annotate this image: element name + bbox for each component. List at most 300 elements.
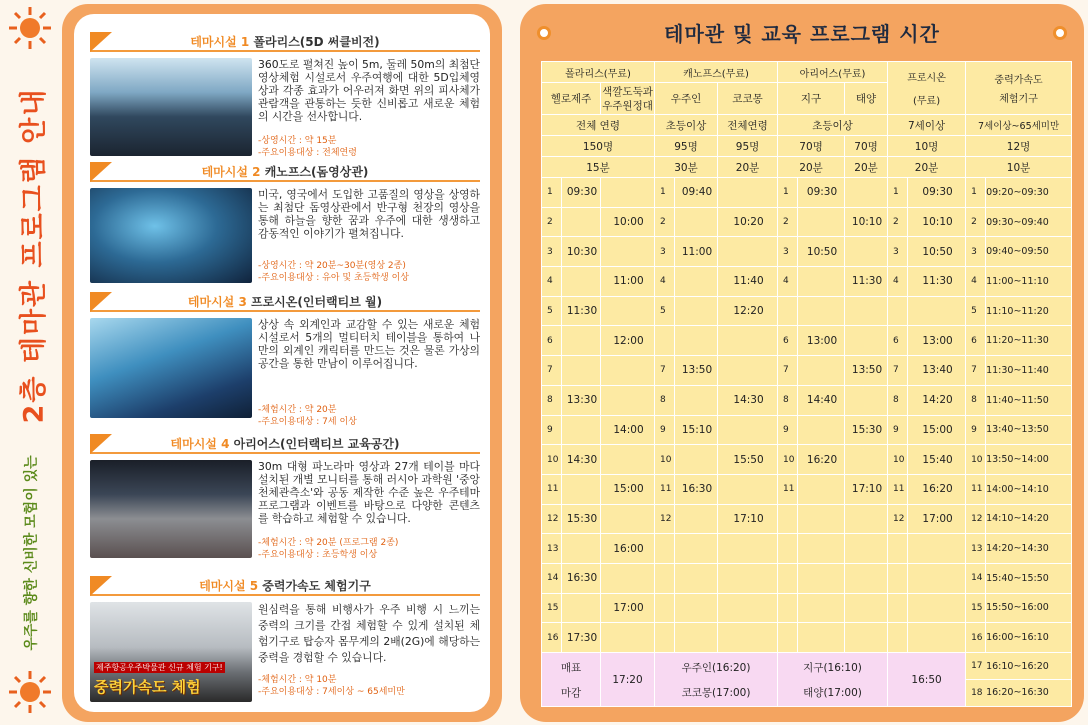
procyon-num	[888, 534, 908, 564]
group-header: 캐노프스(무료)	[655, 62, 778, 83]
procyon-num: 8	[888, 385, 908, 415]
polaris-hello: 17:30	[562, 623, 601, 653]
polaris-photo	[90, 58, 252, 156]
schedule-row	[542, 474, 1072, 504]
arius-earth	[798, 534, 845, 564]
facility-duration: -체험시간 : 약 20분 (프로그램 2종)	[258, 538, 399, 548]
arius-sun	[845, 326, 888, 356]
canopus-cocomong: 14:30	[718, 385, 778, 415]
schedule-row	[542, 385, 1072, 415]
photo-caption-top: 제주항공우주박물관 신규 체험 기구!	[96, 663, 223, 672]
schedule-row	[542, 534, 1072, 564]
polaris-color: 17:00	[601, 593, 655, 623]
gravity-num: 4	[966, 267, 986, 297]
facility-name: 프로시온(인터랙티브 월)	[251, 295, 383, 309]
polaris-color	[601, 504, 655, 534]
arius-sun: 13:50	[845, 356, 888, 386]
canopus-num	[655, 563, 675, 593]
canopus-astronaut: 09:40	[675, 178, 718, 208]
facility-polaris	[90, 32, 480, 159]
polaris-num: 5	[542, 296, 562, 326]
arius-num	[778, 593, 798, 623]
slot-time: 16:10~16:20	[986, 660, 1049, 672]
procyon-num: 7	[888, 356, 908, 386]
facility-duration: -체험시간 : 약 10분	[258, 675, 337, 685]
schedule-row	[542, 504, 1072, 534]
arius-earth: 16:20	[798, 445, 845, 475]
group-header: 프로시온 (무료)	[888, 62, 966, 115]
schedule-row	[542, 207, 1072, 237]
arius-earth: 10:50	[798, 237, 845, 267]
procyon-time: 14:20	[908, 385, 966, 415]
arius-sun	[845, 178, 888, 208]
program-header: 코코몽	[718, 83, 778, 115]
polaris-hello	[562, 593, 601, 623]
arius-num: 10	[778, 445, 798, 475]
canopus-cocomong: 10:20	[718, 207, 778, 237]
canopus-num: 8	[655, 385, 675, 415]
canopus-astronaut	[675, 623, 718, 653]
age-cell: 7세이상~65세미만	[966, 115, 1072, 136]
close-arius: 지구(16:10) 태양(17:00)	[778, 653, 888, 707]
arius-num: 9	[778, 415, 798, 445]
schedule-row	[542, 267, 1072, 297]
polaris-hello	[562, 415, 601, 445]
arius-sun: 17:10	[845, 474, 888, 504]
arius-num	[778, 563, 798, 593]
polaris-color	[601, 385, 655, 415]
facility-audience: -주요이용대상 : 유아 및 초등학생 이상	[258, 273, 409, 283]
gravity-photo	[90, 602, 252, 702]
canopus-cocomong: 11:40	[718, 267, 778, 297]
arius-num: 2	[778, 207, 798, 237]
facility-duration: -상영시간 : 약 15분	[258, 136, 337, 146]
vertical-subtitle: 우주를 향한 신비한 모험이 있는	[24, 454, 40, 651]
procyon-num	[888, 296, 908, 326]
polaris-num: 1	[542, 178, 562, 208]
gravity-time: 16:00~16:10	[986, 623, 1072, 653]
arius-earth	[798, 415, 845, 445]
schedule-row	[542, 563, 1072, 593]
schedule-title: 테마관 및 교육 프로그램 시간	[664, 22, 940, 46]
schedule-row	[542, 623, 1072, 653]
gravity-time: 13:40~13:50	[986, 415, 1072, 445]
capacity-cell: 12명	[966, 136, 1072, 157]
facility-audience: -주요이용대상 : 초등학생 이상	[258, 550, 378, 560]
program-header: 지구	[778, 83, 845, 115]
arius-sun	[845, 593, 888, 623]
arius-earth: 13:00	[798, 326, 845, 356]
canopus-num: 5	[655, 296, 675, 326]
polaris-num: 2	[542, 207, 562, 237]
facility-number: 테마시설 2	[201, 165, 261, 179]
polaris-num: 14	[542, 563, 562, 593]
duration-cell: 20분	[845, 157, 888, 178]
canopus-cocomong	[718, 593, 778, 623]
procyon-num: 1	[888, 178, 908, 208]
canopus-num: 2	[655, 207, 675, 237]
procyon-num	[888, 563, 908, 593]
arius-sun	[845, 623, 888, 653]
facility-name: 폴라리스(5D 써클비전)	[253, 35, 380, 49]
gravity-time: 09:20~09:30	[986, 178, 1072, 208]
arius-photo	[90, 460, 252, 558]
duration-cell: 20분	[888, 157, 966, 178]
facility-procyon	[90, 292, 480, 428]
canopus-num: 10	[655, 445, 675, 475]
gravity-time: 11:30~11:40	[986, 356, 1072, 386]
gravity-num: 6	[966, 326, 986, 356]
facility-description: 상상 속 외계인과 교감할 수 있는 새로운 체험시설로서 5개의 멀티터치 테이블을 통하여 나만의 외계인 캐릭터를 만드는 것은 물론 가상의 공간을 통한 만남이 이루어집니다.	[258, 318, 480, 370]
arius-num: 11	[778, 474, 798, 504]
gravity-time: 11:40~11:50	[986, 385, 1072, 415]
arius-earth	[798, 267, 845, 297]
polaris-color	[601, 623, 655, 653]
arius-num: 3	[778, 237, 798, 267]
canopus-num: 9	[655, 415, 675, 445]
arius-earth: 09:30	[798, 178, 845, 208]
schedule-row	[542, 593, 1072, 623]
canopus-cocomong: 12:20	[718, 296, 778, 326]
arius-earth	[798, 296, 845, 326]
age-cell: 전체 연령	[542, 115, 655, 136]
capacity-cell: 70명	[845, 136, 888, 157]
schedule-row	[542, 178, 1072, 208]
canopus-cocomong	[718, 237, 778, 267]
capacity-cell: 95명	[718, 136, 778, 157]
polaris-hello	[562, 474, 601, 504]
slot-time: 16:20~16:30	[986, 687, 1049, 698]
procyon-time: 16:20	[908, 474, 966, 504]
facility-number: 테마시설 4	[170, 437, 230, 451]
gravity-num: 12	[966, 504, 986, 534]
age-cell: 7세이상	[888, 115, 966, 136]
close-polaris: 17:20	[601, 653, 655, 707]
canopus-astronaut	[675, 563, 718, 593]
canopus-num	[655, 326, 675, 356]
canopus-astronaut: 13:50	[675, 356, 718, 386]
canopus-astronaut: 16:30	[675, 474, 718, 504]
arius-num: 1	[778, 178, 798, 208]
program-header: 색깔도둑과 우주원정대	[601, 83, 655, 115]
canopus-astronaut	[675, 593, 718, 623]
schedule-row	[542, 445, 1072, 475]
procyon-time	[908, 534, 966, 564]
gravity-num: 2	[966, 207, 986, 237]
arius-sun	[845, 563, 888, 593]
canopus-cocomong: 17:10	[718, 504, 778, 534]
facility-number: 테마시설 3	[187, 295, 247, 309]
facility-audience: -주요이용대상 : 7세 이상	[258, 417, 357, 427]
arius-sun	[845, 296, 888, 326]
gravity-num: 15	[966, 593, 986, 623]
facility-canopus	[90, 162, 480, 284]
schedule-table	[541, 61, 1072, 707]
polaris-num: 9	[542, 415, 562, 445]
arius-num: 8	[778, 385, 798, 415]
canopus-cocomong	[718, 356, 778, 386]
procyon-time: 13:40	[908, 356, 966, 386]
age-cell: 초등이상	[778, 115, 888, 136]
polaris-color: 12:00	[601, 326, 655, 356]
canopus-astronaut	[675, 326, 718, 356]
canopus-cocomong: 15:50	[718, 445, 778, 475]
gravity-num: 13	[966, 534, 986, 564]
gravity-time: 13:50~14:00	[986, 445, 1072, 475]
arius-num: 6	[778, 326, 798, 356]
gravity-num: 16	[966, 623, 986, 653]
procyon-time: 17:00	[908, 504, 966, 534]
polaris-color	[601, 563, 655, 593]
polaris-num: 3	[542, 237, 562, 267]
gravity-time: 11:00~11:10	[986, 267, 1072, 297]
group-header: 아리어스(무료)	[778, 62, 888, 83]
canopus-astronaut: 15:10	[675, 415, 718, 445]
polaris-color	[601, 237, 655, 267]
gravity-late-slots	[966, 653, 1072, 707]
polaris-color: 10:00	[601, 207, 655, 237]
canopus-astronaut	[675, 504, 718, 534]
group-header: 중력가속도 체험기구	[966, 62, 1072, 115]
facility-card	[74, 14, 490, 712]
polaris-hello: 14:30	[562, 445, 601, 475]
polaris-color: 16:00	[601, 534, 655, 564]
procyon-num: 2	[888, 207, 908, 237]
canopus-num: 1	[655, 178, 675, 208]
polaris-hello: 11:30	[562, 296, 601, 326]
canopus-astronaut	[675, 445, 718, 475]
procyon-time	[908, 296, 966, 326]
polaris-hello	[562, 534, 601, 564]
procyon-num: 3	[888, 237, 908, 267]
facility-gravity	[90, 576, 480, 702]
canopus-astronaut	[675, 207, 718, 237]
schedule-row	[542, 356, 1072, 386]
duration-cell: 30분	[655, 157, 718, 178]
duration-cell: 10분	[966, 157, 1072, 178]
arius-num	[778, 296, 798, 326]
canopus-astronaut	[675, 267, 718, 297]
schedule-row	[542, 415, 1072, 445]
polaris-hello	[562, 326, 601, 356]
procyon-photo	[90, 318, 252, 418]
polaris-num: 15	[542, 593, 562, 623]
polaris-num: 11	[542, 474, 562, 504]
polaris-color: 11:00	[601, 267, 655, 297]
gravity-time: 14:10~14:20	[986, 504, 1072, 534]
canopus-astronaut	[675, 296, 718, 326]
arius-earth: 14:40	[798, 385, 845, 415]
facility-description: 원심력을 통해 비행사가 우주 비행 시 느끼는 중력의 크기를 간접 체험할 수 있게 설치된 체험기구로 탑승자 몸무게의 2배(2G)에 해당하는 중력을 경험할 수 있습니다.	[258, 603, 480, 664]
canopus-photo	[90, 188, 252, 283]
canopus-num: 3	[655, 237, 675, 267]
canopus-cocomong	[718, 178, 778, 208]
procyon-num	[888, 593, 908, 623]
procyon-num: 6	[888, 326, 908, 356]
canopus-num	[655, 623, 675, 653]
facility-name: 아리어스(인터랙티브 교육공간)	[233, 437, 400, 451]
canopus-cocomong	[718, 415, 778, 445]
polaris-hello: 09:30	[562, 178, 601, 208]
gravity-time: 11:10~11:20	[986, 296, 1072, 326]
facility-description: 미국, 영국에서 도입한 고품질의 영상을 상영하는 최첨단 돔영상관에서 반구형 천장의 영상을 통해 하늘을 향한 꿈과 우주에 대한 생생하고 감동적인 이야기가 펼쳐집니다.	[258, 188, 480, 240]
polaris-num: 8	[542, 385, 562, 415]
facility-number: 테마시설 5	[199, 579, 259, 593]
arius-num: 7	[778, 356, 798, 386]
procyon-num: 12	[888, 504, 908, 534]
procyon-time: 13:00	[908, 326, 966, 356]
procyon-time	[908, 623, 966, 653]
polaris-hello	[562, 267, 601, 297]
arius-sun	[845, 385, 888, 415]
polaris-color	[601, 356, 655, 386]
schedule-row	[542, 326, 1072, 356]
polaris-color	[601, 178, 655, 208]
procyon-time: 15:00	[908, 415, 966, 445]
procyon-num: 10	[888, 445, 908, 475]
canopus-num: 7	[655, 356, 675, 386]
procyon-time	[908, 563, 966, 593]
photo-caption: 중력가속도 체험	[94, 678, 201, 696]
program-header: 태양	[845, 83, 888, 115]
arius-sun	[845, 534, 888, 564]
polaris-num: 4	[542, 267, 562, 297]
polaris-color	[601, 445, 655, 475]
capacity-cell: 10명	[888, 136, 966, 157]
arius-num	[778, 534, 798, 564]
canopus-cocomong	[718, 623, 778, 653]
procyon-time: 10:50	[908, 237, 966, 267]
procyon-num: 9	[888, 415, 908, 445]
capacity-cell: 70명	[778, 136, 845, 157]
gravity-num: 8	[966, 385, 986, 415]
polaris-color: 14:00	[601, 415, 655, 445]
polaris-num: 12	[542, 504, 562, 534]
program-header: 헬로제주	[542, 83, 601, 115]
gravity-num: 1	[966, 178, 986, 208]
arius-earth	[798, 593, 845, 623]
gravity-time: 15:50~16:00	[986, 593, 1072, 623]
procyon-time: 10:10	[908, 207, 966, 237]
facility-audience: -주요이용대상 : 전체연령	[258, 148, 357, 158]
polaris-color	[601, 296, 655, 326]
canopus-cocomong	[718, 326, 778, 356]
slot-number: 17	[971, 661, 983, 671]
arius-sun: 15:30	[845, 415, 888, 445]
polaris-hello	[562, 207, 601, 237]
canopus-astronaut	[675, 534, 718, 564]
arius-num	[778, 623, 798, 653]
gravity-num: 9	[966, 415, 986, 445]
facility-number: 테마시설 1	[190, 35, 250, 49]
vertical-title: 2층 테마관 프로그램 안내	[18, 87, 50, 423]
gravity-num: 14	[966, 563, 986, 593]
schedule-body	[542, 178, 1072, 653]
gravity-time: 09:40~09:50	[986, 237, 1072, 267]
gravity-time: 14:20~14:30	[986, 534, 1072, 564]
gravity-time: 11:20~11:30	[986, 326, 1072, 356]
arius-earth	[798, 563, 845, 593]
polaris-hello	[562, 356, 601, 386]
gravity-time: 09:30~09:40	[986, 207, 1072, 237]
gravity-num: 5	[966, 296, 986, 326]
procyon-num: 11	[888, 474, 908, 504]
procyon-num	[888, 623, 908, 653]
schedule-panel	[520, 4, 1084, 722]
polaris-hello: 10:30	[562, 237, 601, 267]
gravity-num: 7	[966, 356, 986, 386]
canopus-cocomong	[718, 474, 778, 504]
facility-audience: -주요이용대상 : 7세이상 ~ 65세미만	[258, 687, 405, 697]
schedule-row	[542, 237, 1072, 267]
arius-sun	[845, 237, 888, 267]
duration-cell: 15분	[542, 157, 655, 178]
canopus-num: 4	[655, 267, 675, 297]
polaris-hello: 15:30	[562, 504, 601, 534]
arius-sun	[845, 504, 888, 534]
canopus-num: 12	[655, 504, 675, 534]
procyon-time: 09:30	[908, 178, 966, 208]
arius-earth	[798, 207, 845, 237]
arius-earth	[798, 474, 845, 504]
polaris-hello: 13:30	[562, 385, 601, 415]
canopus-astronaut	[675, 385, 718, 415]
arius-sun	[845, 445, 888, 475]
close-label: 매표 마감	[542, 653, 601, 707]
canopus-cocomong	[718, 563, 778, 593]
polaris-num: 7	[542, 356, 562, 386]
arius-earth	[798, 504, 845, 534]
polaris-color: 15:00	[601, 474, 655, 504]
facility-duration: -체험시간 : 약 20분	[258, 405, 337, 415]
arius-sun: 11:30	[845, 267, 888, 297]
arius-earth	[798, 356, 845, 386]
procyon-time: 11:30	[908, 267, 966, 297]
polaris-num: 13	[542, 534, 562, 564]
polaris-num: 10	[542, 445, 562, 475]
gravity-num: 3	[966, 237, 986, 267]
gravity-num: 10	[966, 445, 986, 475]
canopus-cocomong	[718, 534, 778, 564]
polaris-num: 16	[542, 623, 562, 653]
facility-duration: -상영시간 : 약 20분~30분(영상 2종)	[258, 261, 406, 271]
age-cell: 초등이상	[655, 115, 718, 136]
facility-name: 캐노프스(돔영상관)	[264, 165, 369, 179]
left-sidebar	[0, 0, 62, 725]
duration-cell: 20분	[778, 157, 845, 178]
program-header: 우주인	[655, 83, 718, 115]
facility-description: 360도로 펼쳐진 높이 5m, 둘레 50m의 최첨단 영상체험 시설로서 우주여행에 대한 5D입체영상과 각종 효과가 어우러져 화면 위의 피사체가 관람객을 관통하는 듯한 신비롭고 새로운 체험의 시간을 선사합니다.	[258, 58, 480, 123]
polaris-num: 6	[542, 326, 562, 356]
procyon-time	[908, 593, 966, 623]
facility-arius	[90, 434, 480, 561]
facility-description: 30m 대형 파노라마 영상과 27개 테이블 마다 설치된 개별 모니터를 통해 러시아 과학원 '중앙천체관측소'와 공동 제작한 수준 높은 우주테마 프로그램과 이벤트를 바탕으로 다양한 콘텐츠를 학습하고 체험할 수 있습니다.	[258, 460, 480, 525]
canopus-num	[655, 534, 675, 564]
arius-num	[778, 504, 798, 534]
arius-earth	[798, 623, 845, 653]
sun-icon	[8, 6, 52, 50]
group-header: 폴라리스(무료)	[542, 62, 655, 83]
capacity-cell: 95명	[655, 136, 718, 157]
polaris-hello: 16:30	[562, 563, 601, 593]
canopus-num: 11	[655, 474, 675, 504]
capacity-cell: 150명	[542, 136, 655, 157]
canopus-astronaut: 11:00	[675, 237, 718, 267]
canopus-num	[655, 593, 675, 623]
gravity-time: 15:40~15:50	[986, 563, 1072, 593]
slot-number: 18	[971, 687, 983, 698]
procyon-num: 4	[888, 267, 908, 297]
